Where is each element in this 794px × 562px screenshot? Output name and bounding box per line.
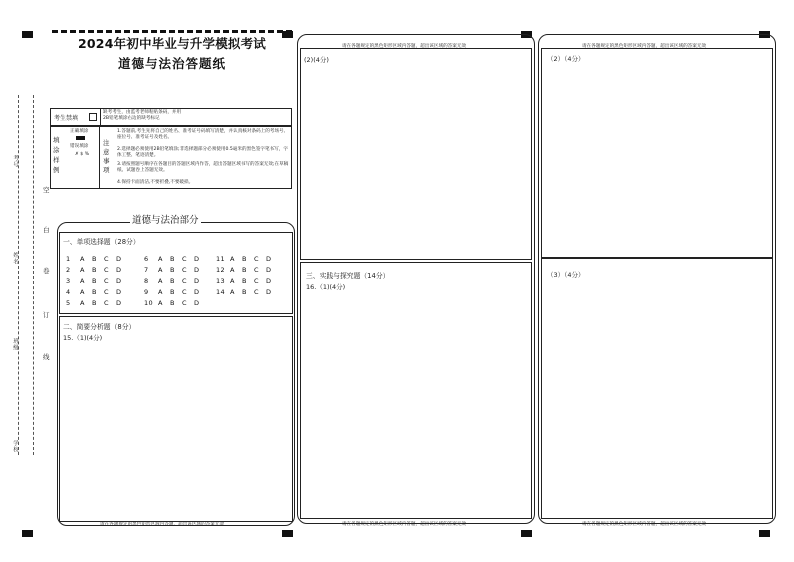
mc-question-number: 13 xyxy=(216,277,226,285)
fill-example-title: 填涂样例 xyxy=(53,136,60,174)
mc-question-number: 12 xyxy=(216,266,226,274)
mc-question-number: 14 xyxy=(216,288,226,296)
mc-option-d[interactable]: D xyxy=(116,266,122,274)
mc-option-a[interactable]: A xyxy=(158,277,163,285)
timing-mark xyxy=(22,530,33,537)
mc-option-d[interactable]: D xyxy=(116,299,122,307)
mc-option-d[interactable]: D xyxy=(194,255,200,263)
mc-option-c[interactable]: C xyxy=(104,266,109,274)
boundary-note: 请在各题规定的黑色矩形区域内答题，超出该区域的答案无效 xyxy=(342,44,467,49)
mc-option-c[interactable]: C xyxy=(104,255,109,263)
mc-option-c[interactable]: C xyxy=(182,277,187,285)
mc-question-number: 7 xyxy=(144,266,149,274)
mc-option-a[interactable]: A xyxy=(80,299,85,307)
boundary-note: 请在各题规定的黑色矩形区域内答题，超出该区域的答案无效 xyxy=(100,522,225,527)
wrong-fill-label: 错误填涂 xyxy=(70,144,89,149)
timing-mark xyxy=(282,530,293,537)
mc-option-c[interactable]: C xyxy=(104,288,109,296)
mc-option-c[interactable]: C xyxy=(254,277,259,285)
mc-option-c[interactable]: C xyxy=(182,288,187,296)
mc-option-b[interactable]: B xyxy=(242,288,247,296)
mc-option-c[interactable]: C xyxy=(104,277,109,285)
q15-label: 15.（1)(4分) xyxy=(63,334,103,342)
correct-fill-mark xyxy=(76,136,85,140)
q15-2-area xyxy=(300,48,532,260)
mc-option-a[interactable]: A xyxy=(80,288,85,296)
mc-question-number: 10 xyxy=(144,299,154,307)
mc-option-a[interactable]: A xyxy=(80,277,85,285)
mc-option-c[interactable]: C xyxy=(254,266,259,274)
mc-question-5 xyxy=(66,299,128,307)
mc-question-number: 2 xyxy=(66,266,71,274)
mc-option-b[interactable]: B xyxy=(92,288,97,296)
wrong-fill-marks: ✗ $ % xyxy=(75,152,90,157)
q16-2-label: （2）（4分） xyxy=(547,55,585,63)
mc-question-number: 4 xyxy=(66,288,71,296)
mc-option-d[interactable]: D xyxy=(266,255,272,263)
mc-option-b[interactable]: B xyxy=(92,277,97,285)
violation-label: 考生禁填 xyxy=(54,115,79,122)
boundary-note: 请在各题规定的黑色矩形区域内答题，超出该区域的答案无效 xyxy=(582,522,707,527)
binding-label-name: 姓名 xyxy=(12,252,18,265)
mc-question-13 xyxy=(216,277,278,285)
mc-option-d[interactable]: D xyxy=(266,288,272,296)
mc-option-b[interactable]: B xyxy=(242,255,247,263)
mc-option-c[interactable]: C xyxy=(182,299,187,307)
mc-option-c[interactable]: C xyxy=(182,266,187,274)
mc-option-a[interactable]: A xyxy=(158,288,163,296)
timing-mark xyxy=(759,530,770,537)
instructions-divider xyxy=(99,127,100,188)
mc-question-8 xyxy=(144,277,206,285)
mc-question-number: 9 xyxy=(144,288,149,296)
timing-mark xyxy=(22,31,33,38)
q16-3-label: （3）（4分） xyxy=(547,271,585,279)
binding-label-school: 学校 xyxy=(12,440,18,453)
mc-question-6 xyxy=(144,255,206,263)
mc-option-a[interactable]: A xyxy=(230,277,235,285)
timing-mark xyxy=(521,530,532,537)
mc-question-number: 3 xyxy=(66,277,71,285)
q16-2-area xyxy=(541,48,773,258)
binding-side-char: 白 xyxy=(43,226,50,234)
violation-note: 缺考考生，由监考老师粘贴条码，并用2B铅笔填涂右边的缺考标记 xyxy=(103,110,182,121)
mc-question-10 xyxy=(144,299,206,307)
mc-question-1 xyxy=(66,255,128,263)
mc-option-b[interactable]: B xyxy=(92,255,97,263)
mc-option-c[interactable]: C xyxy=(182,255,187,263)
mc-option-a[interactable]: A xyxy=(230,266,235,274)
mc-option-d[interactable]: D xyxy=(194,266,200,274)
mc-option-a[interactable]: A xyxy=(230,288,235,296)
section-title: 道德与法治部分 xyxy=(130,212,201,226)
mc-option-b[interactable]: B xyxy=(242,266,247,274)
mc-option-c[interactable]: C xyxy=(254,288,259,296)
binding-side-char: 卷 xyxy=(43,267,50,275)
notes-item-1: 1.答题前,考生先将自己的姓名、准考证号码填写清楚，并认真核对条码上的考场号、座位号、准考证号及姓名。 xyxy=(117,129,289,140)
instructions-box xyxy=(50,126,292,189)
binding-side-char: 线 xyxy=(43,353,50,361)
mc-option-d[interactable]: D xyxy=(116,288,122,296)
binding-line xyxy=(33,95,34,455)
binding-side-char: 空 xyxy=(43,186,50,194)
mc-question-14 xyxy=(216,288,278,296)
notes-title: 注意事项 xyxy=(103,139,110,174)
correct-fill-label: 正确填涂 xyxy=(70,129,89,134)
mc-area xyxy=(59,232,293,314)
mc-option-a[interactable]: A xyxy=(158,299,163,307)
mc-option-b[interactable]: B xyxy=(170,288,175,296)
mc-question-number: 8 xyxy=(144,277,149,285)
mc-option-a[interactable]: A xyxy=(230,255,235,263)
mc-option-c[interactable]: C xyxy=(104,299,109,307)
mc-question-number: 5 xyxy=(66,299,71,307)
q16-3-area xyxy=(541,258,773,519)
mc-option-b[interactable]: B xyxy=(170,277,175,285)
mc-question-2 xyxy=(66,266,128,274)
mc-option-b[interactable]: B xyxy=(242,277,247,285)
mc-option-d[interactable]: D xyxy=(266,277,272,285)
mc-option-c[interactable]: C xyxy=(254,255,259,263)
binding-line xyxy=(18,95,19,455)
mc-title: 一、单项选择题（28分） xyxy=(63,238,140,246)
mc-option-d[interactable]: D xyxy=(194,299,200,307)
mc-option-b[interactable]: B xyxy=(170,299,175,307)
boundary-note: 请在各题规定的黑色矩形区域内答题，超出该区域的答案无效 xyxy=(342,522,467,527)
mc-question-number: 6 xyxy=(144,255,149,263)
mc-question-11 xyxy=(216,255,278,263)
notes-item-4: 4.保持卡面清洁,不要折叠,不要破损。 xyxy=(117,180,194,185)
boundary-note: 请在各题规定的黑色矩形区域内答题，超出该区域的答案无效 xyxy=(582,44,707,49)
mc-option-b[interactable]: B xyxy=(92,299,97,307)
mc-option-d[interactable]: D xyxy=(194,277,200,285)
mc-question-number: 1 xyxy=(66,255,71,263)
binding-label-class: 班级 xyxy=(12,338,18,351)
binding-side-char: 订 xyxy=(43,311,50,319)
violation-divider xyxy=(100,109,101,125)
mc-option-d[interactable]: D xyxy=(116,255,122,263)
mc-option-a[interactable]: A xyxy=(158,255,163,263)
mc-option-a[interactable]: A xyxy=(80,255,85,263)
mc-question-number: 11 xyxy=(216,255,226,263)
q2-title: 二、简要分析题（8分） xyxy=(63,323,136,331)
mc-question-9 xyxy=(144,288,206,296)
q2-area xyxy=(59,316,293,522)
mc-question-4 xyxy=(66,288,128,296)
section3-title: 三、实践与探究题（14分） xyxy=(306,272,390,280)
exam-title: 2024年初中毕业与升学模拟考试 xyxy=(78,36,266,51)
mc-option-b[interactable]: B xyxy=(170,266,175,274)
exam-subtitle: 道德与法治答题纸 xyxy=(117,56,226,71)
mc-option-a[interactable]: A xyxy=(158,266,163,274)
mc-option-b[interactable]: B xyxy=(92,266,97,274)
violation-box xyxy=(50,108,292,126)
q15-2-label: (2)(4分) xyxy=(304,56,329,64)
q16-label: 16.（1)(4分) xyxy=(306,283,346,291)
mc-question-7 xyxy=(144,266,206,274)
mc-question-12 xyxy=(216,266,278,274)
mc-option-d[interactable]: D xyxy=(266,266,272,274)
mc-option-b[interactable]: B xyxy=(170,255,175,263)
mc-option-a[interactable]: A xyxy=(80,266,85,274)
header-dash-bar xyxy=(52,30,292,33)
mc-option-d[interactable]: D xyxy=(116,277,122,285)
q16-area xyxy=(300,262,532,519)
binding-label-exam-no: 考号 xyxy=(12,155,18,168)
notes-item-3: 3.请按照题号顺序在各题目的答题区域内作答，超出答题区域书写的答案无效;在草稿纸、试题卷上答题无效。 xyxy=(117,162,289,173)
mc-option-d[interactable]: D xyxy=(194,288,200,296)
mc-question-3 xyxy=(66,277,128,285)
notes-item-2: 2.选择题必须使用2B铅笔填涂;非选择题部分必须使用0.5毫米的黑色签字笔书写，字体工整、笔迹清楚。 xyxy=(117,147,288,158)
absent-checkbox[interactable] xyxy=(89,113,97,121)
